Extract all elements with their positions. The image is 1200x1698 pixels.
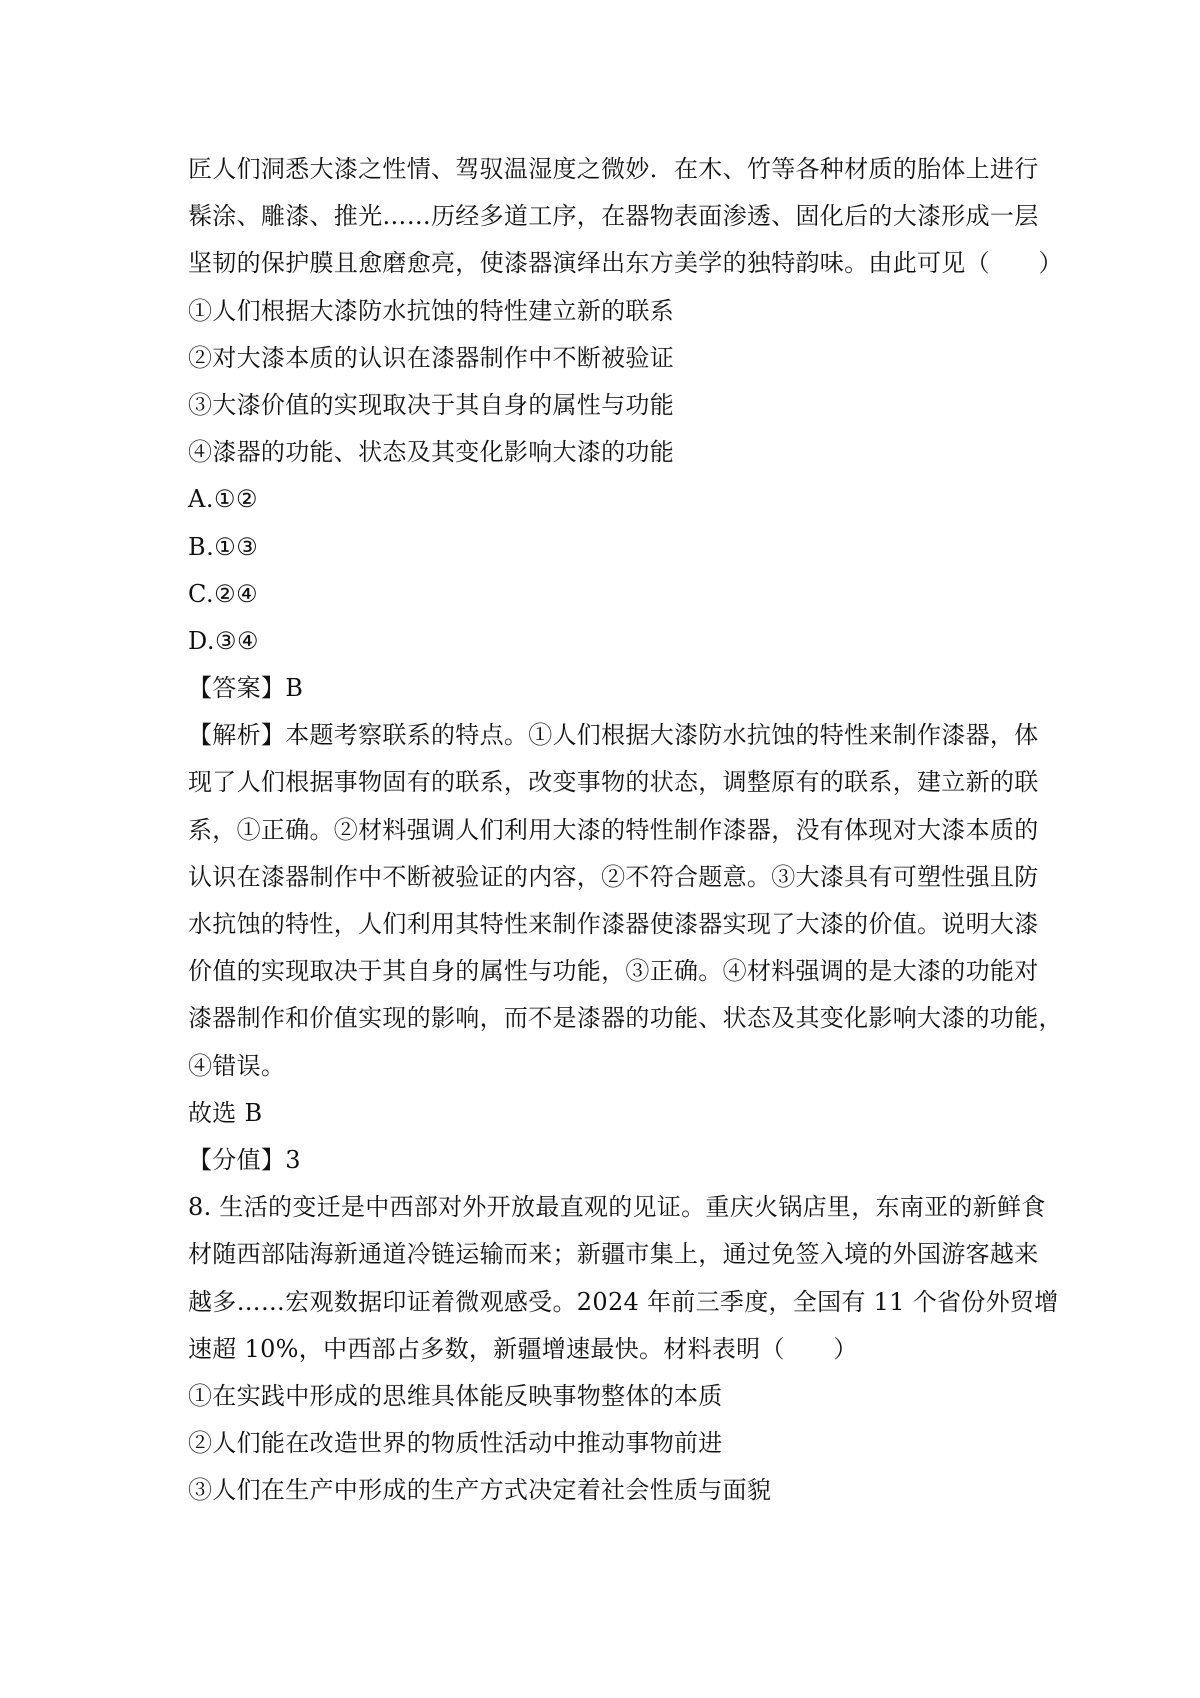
question-stem-line: 速超 10%，中西部占多数，新疆增速最快。材料表明（ ） bbox=[188, 1334, 858, 1363]
answer-line: 【答案】B bbox=[188, 674, 304, 703]
question-8 bbox=[188, 1184, 1059, 1514]
statement-item: ①人们根据大漆防水抗蚀的特性建立新的联系 bbox=[188, 296, 674, 325]
document-page bbox=[188, 146, 1063, 1514]
statement-item: ③人们在生产中形成的生产方式决定着社会性质与面貌 bbox=[188, 1476, 772, 1505]
question-stem-line: 材随西部陆海新通道冷链运输而来；新疆市集上，通过免签入境的外国游客越来 bbox=[188, 1240, 1039, 1269]
statement-item: ④漆器的功能、状态及其变化影响大漆的功能 bbox=[188, 438, 674, 467]
analysis-line: 【解析】本题考察联系的特点。①人们根据大漆防水抗蚀的特性来制作漆器，体 bbox=[188, 721, 1039, 750]
analysis-line: 水抗蚀的特性，人们利用其特性来制作漆器使漆器实现了大漆的价值。说明大漆 bbox=[188, 910, 1039, 938]
question-stem-line: 匠人们洞悉大漆之性情、驾驭温湿度之微妙．在木、竹等各种材质的胎体上进行 bbox=[188, 155, 1039, 183]
option-b: B.①③ bbox=[188, 532, 259, 561]
option-d: D.③④ bbox=[188, 626, 260, 655]
statement-item: ②对大漆本质的认识在漆器制作中不断被验证 bbox=[188, 343, 674, 372]
question-stem-line: 越多……宏观数据印证着微观感受。2024 年前三季度，全国有 11 个省份外贸增 bbox=[188, 1287, 1059, 1316]
analysis-line: 系，①正确。②材料强调人们利用大漆的特性制作漆器，没有体现对大漆本质的 bbox=[188, 815, 1039, 844]
analysis-line: 现了人们根据事物固有的联系，改变事物的状态，调整原有的联系，建立新的联 bbox=[188, 768, 1039, 797]
option-c: C.②④ bbox=[188, 579, 259, 608]
question-stem-line: 髹涂、雕漆、推光……历经多道工序，在器物表面渗透、固化后的大漆形成一层 bbox=[188, 202, 1039, 231]
question-7 bbox=[188, 146, 1063, 1184]
score-line: 【分值】3 bbox=[188, 1145, 301, 1174]
statement-item: ②人们能在改造世界的物质性活动中推动事物前进 bbox=[188, 1429, 723, 1458]
question-stem-line: 坚韧的保护膜且愈磨愈亮，使漆器演绎出东方美学的独特韵味。由此可见（ ） bbox=[188, 249, 1063, 278]
statement-item: ①在实践中形成的思维具体能反映事物整体的本质 bbox=[188, 1381, 723, 1410]
analysis-line: 漆器制作和价值实现的影响，而不是漆器的功能、状态及其变化影响大漆的功能， bbox=[188, 1004, 1063, 1033]
question-stem-line: 8. 生活的变迁是中西部对外开放最直观的见证。重庆火锅店里，东南亚的新鲜食 bbox=[188, 1193, 1046, 1222]
statement-item: ③大漆价值的实现取决于其自身的属性与功能 bbox=[188, 390, 674, 419]
analysis-line: 认识在漆器制作中不断被验证的内容，②不符合题意。③大漆具有可塑性强且防 bbox=[188, 862, 1039, 891]
conclusion-line: 故选 B bbox=[188, 1098, 263, 1127]
analysis-line: 价值的实现取决于其自身的属性与功能，③正确。④材料强调的是大漆的功能对 bbox=[188, 957, 1039, 986]
option-a: A.①② bbox=[188, 485, 258, 514]
analysis-line: ④错误。 bbox=[188, 1051, 286, 1080]
